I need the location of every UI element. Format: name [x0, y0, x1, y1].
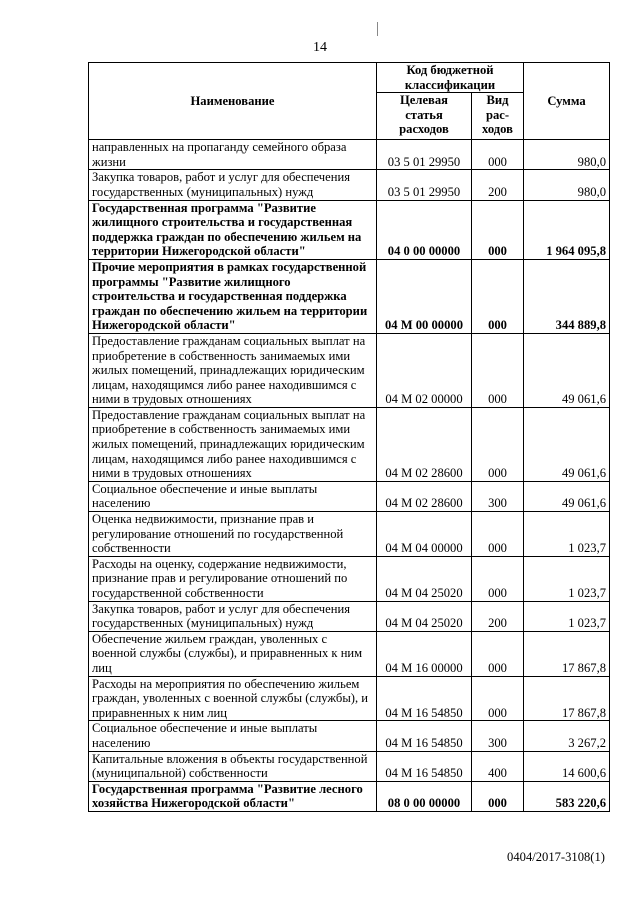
row-name: Государственная программа "Развитие жилищного строительства и государственная поддержка граждан по обеспечению жильем на территории Нижегородской области"	[89, 200, 377, 259]
row-sum: 1 023,7	[524, 601, 610, 631]
row-kind: 200	[472, 170, 524, 200]
row-name: Предоставление гражданам социальных выплат на приобретение в собственность занимаемых ими жилых помещений, принадлежащих юридическим лицам, находящимся либо ранее находившимся с ними в трудовых отношениях	[89, 407, 377, 481]
table-row	[89, 781, 610, 811]
row-name: направленных на пропаганду семейного образа жизни	[89, 140, 377, 170]
table-header	[89, 63, 610, 140]
row-kind: 000	[472, 631, 524, 676]
table-row	[89, 721, 610, 751]
table-row	[89, 751, 610, 781]
row-sum: 17 867,8	[524, 631, 610, 676]
row-name: Государственная программа "Развитие лесного хозяйства Нижегородской области"	[89, 781, 377, 811]
row-name: Социальное обеспечение и иные выплаты населению	[89, 721, 377, 751]
row-code: 03 5 01 29950	[377, 170, 472, 200]
page-number: 14	[313, 40, 327, 55]
row-kind: 400	[472, 751, 524, 781]
row-kind: 200	[472, 601, 524, 631]
row-sum: 49 061,6	[524, 407, 610, 481]
table-row	[89, 676, 610, 721]
table-row	[89, 601, 610, 631]
row-kind: 000	[472, 676, 524, 721]
row-name: Расходы на мероприятия по обеспечению жильем граждан, уволенных с военной службы (службы), и приравненных к ним лиц	[89, 676, 377, 721]
budget-table	[88, 62, 610, 812]
row-sum: 3 267,2	[524, 721, 610, 751]
row-kind: 300	[472, 481, 524, 511]
row-sum: 1 023,7	[524, 556, 610, 601]
row-name: Обеспечение жильем граждан, уволенных с военной службы (службы), и приравненных к ним лиц	[89, 631, 377, 676]
header-sum: Сумма	[524, 63, 610, 140]
table-row	[89, 333, 610, 407]
row-code: 04 0 00 00000	[377, 200, 472, 259]
row-sum: 17 867,8	[524, 676, 610, 721]
row-kind: 300	[472, 721, 524, 751]
header-name: Наименование	[89, 63, 377, 140]
row-sum: 49 061,6	[524, 481, 610, 511]
row-code: 04 М 02 28600	[377, 481, 472, 511]
row-kind: 000	[472, 333, 524, 407]
row-name: Социальное обеспечение и иные выплаты населению	[89, 481, 377, 511]
row-code: 03 5 01 29950	[377, 140, 472, 170]
row-code: 04 М 04 00000	[377, 512, 472, 557]
table-row	[89, 200, 610, 259]
row-sum: 344 889,8	[524, 259, 610, 333]
row-code: 04 М 16 54850	[377, 676, 472, 721]
row-sum: 14 600,6	[524, 751, 610, 781]
row-sum: 980,0	[524, 170, 610, 200]
row-name: Закупка товаров, работ и услуг для обеспечения государственных (муниципальных) нужд	[89, 601, 377, 631]
table-row	[89, 481, 610, 511]
table-row	[89, 140, 610, 170]
row-code: 04 М 16 00000	[377, 631, 472, 676]
row-sum: 980,0	[524, 140, 610, 170]
row-code: 04 М 16 54850	[377, 721, 472, 751]
row-code: 04 М 04 25020	[377, 556, 472, 601]
table-row	[89, 407, 610, 481]
row-code: 04 М 02 28600	[377, 407, 472, 481]
table-body	[89, 140, 610, 812]
row-name: Капитальные вложения в объекты государственной (муниципальной) собственности	[89, 751, 377, 781]
row-kind: 000	[472, 781, 524, 811]
row-code: 04 М 02 00000	[377, 333, 472, 407]
row-kind: 000	[472, 556, 524, 601]
header-target-article: Целевая статья расходов	[377, 93, 472, 140]
row-kind: 000	[472, 259, 524, 333]
row-code: 04 М 04 25020	[377, 601, 472, 631]
row-sum: 583 220,6	[524, 781, 610, 811]
header-kind: Вид рас-ходов	[472, 93, 524, 140]
row-name: Расходы на оценку, содержание недвижимости, признание прав и регулирование отношений по государственной собственности	[89, 556, 377, 601]
table-row	[89, 512, 610, 557]
table-row	[89, 170, 610, 200]
row-code: 08 0 00 00000	[377, 781, 472, 811]
row-name: Закупка товаров, работ и услуг для обеспечения государственных (муниципальных) нужд	[89, 170, 377, 200]
table-row	[89, 631, 610, 676]
row-sum: 49 061,6	[524, 333, 610, 407]
row-kind: 000	[472, 200, 524, 259]
row-code: 04 М 00 00000	[377, 259, 472, 333]
header-budget-code: Код бюджетной классификации	[377, 63, 524, 93]
row-sum: 1 964 095,8	[524, 200, 610, 259]
row-name: Прочие мероприятия в рамках государственной программы "Развитие жилищного строительства и государственная поддержка граждан по обеспечению жильем на территории Нижегородской области"	[89, 259, 377, 333]
crop-mark	[377, 22, 378, 36]
row-kind: 000	[472, 407, 524, 481]
row-name: Предоставление гражданам социальных выплат на приобретение в собственность занимаемых ими жилых помещений, принадлежащих юридическим лицам, находящимся либо ранее находившимся с ними в трудовых отношениях	[89, 333, 377, 407]
table-row	[89, 259, 610, 333]
row-sum: 1 023,7	[524, 512, 610, 557]
row-kind: 000	[472, 512, 524, 557]
row-name: Оценка недвижимости, признание прав и регулирование отношений по государственной собственности	[89, 512, 377, 557]
document-code: 0404/2017-3108(1)	[507, 850, 605, 864]
row-kind: 000	[472, 140, 524, 170]
table-row	[89, 556, 610, 601]
row-code: 04 М 16 54850	[377, 751, 472, 781]
